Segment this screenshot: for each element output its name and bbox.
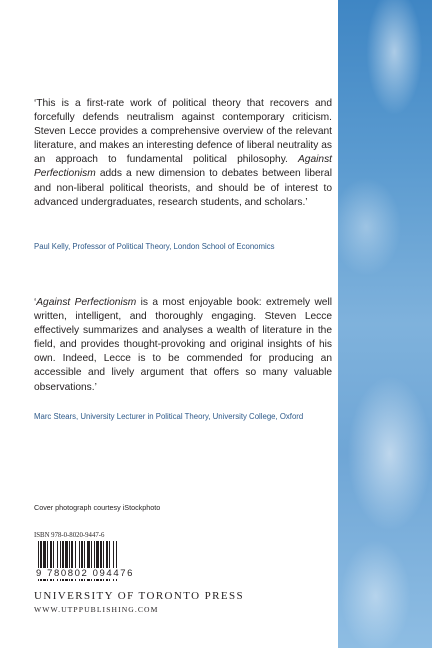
book-title: Against Perfectionism [36, 297, 137, 308]
quote-text: ‘Against Perfectionism is a most enjoyable book: extremely well written, intelligent, and thoroughly engaging. Steven Lecce effectively summarizes and analyses a wealth of literature in the field, and provides thought-provoking and original insights of his own. Indeed, Lecce is to be commended for producing an accessible and lively argument that offers so many valuable observations.’ [34, 297, 332, 393]
blurb-attribution-1: Paul Kelly, Professor of Political Theory, London School of Economics [34, 242, 275, 251]
blurb-quote-2 [34, 296, 332, 395]
isbn-label: ISBN 978-0-8020-9447-6 [34, 532, 105, 539]
publisher-url: WWW.UTPPUBLISHING.COM [34, 605, 159, 614]
blurb-quote-1 [34, 97, 332, 210]
book-title: Against Perfectionism [34, 154, 332, 180]
sky-photo-strip [338, 0, 432, 648]
barcode-number: 9 780802 094476 [36, 568, 134, 579]
blurb-attribution-2: Marc Stears, University Lecturer in Political Theory, University College, Oxford [34, 412, 304, 421]
publisher-name: UNIVERSITY OF TORONTO PRESS [34, 590, 245, 602]
barcode [34, 541, 152, 589]
quote-text: ‘This is a first-rate work of political theory that recovers and forcefully defends neutralism against contemporary criticism. Steven Lecce provides a comprehensive overview of the relevant literature, and makes an interesting defence of liberal neutrality as an approach to fundamental political philosophy. Against Perfectionism adds a new dimension to debates between liberal and non-liberal political theorists, and should be of interest to advanced undergraduates, research students, and scholars.’ [34, 98, 332, 208]
cover-credit: Cover photograph courtesy iStockphoto [34, 503, 161, 512]
